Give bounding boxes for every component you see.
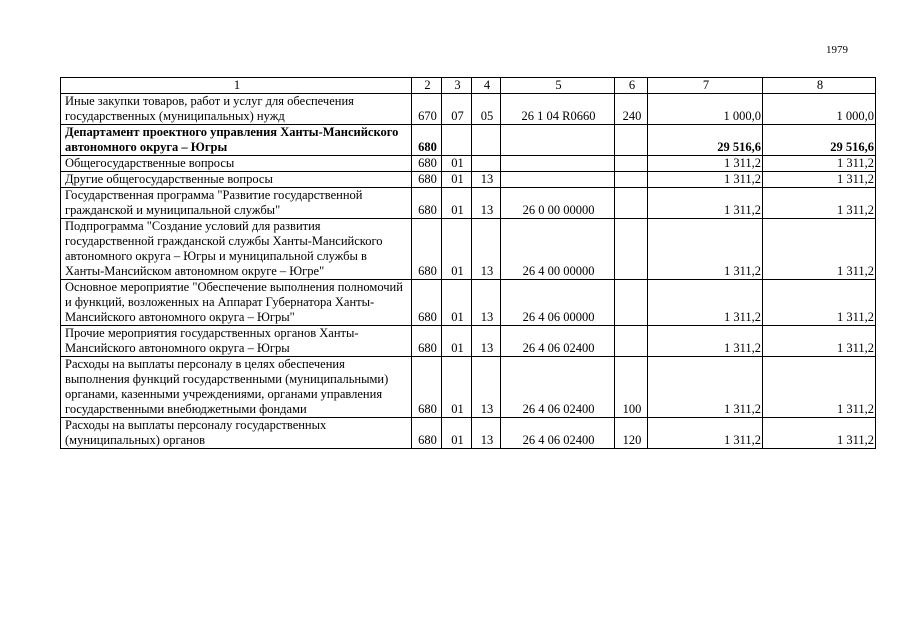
table-row: [61, 280, 876, 326]
cell-amount-year-2: 1 000,0: [763, 94, 876, 125]
cell-amount-year-1: 1 311,2: [648, 326, 763, 357]
cell-ministry-code: 680: [412, 357, 442, 418]
cell-section-code: 01: [442, 219, 472, 280]
cell-amount-year-1: 1 311,2: [648, 156, 763, 172]
cell-target-article: 26 0 00 00000: [501, 188, 615, 219]
cell-section-code: 01: [442, 326, 472, 357]
cell-target-article: 26 1 04 R0660: [501, 94, 615, 125]
cell-expense-type: [615, 280, 648, 326]
cell-section-code: 07: [442, 94, 472, 125]
cell-subsection-code: 13: [472, 280, 501, 326]
cell-subsection-code: 13: [472, 357, 501, 418]
cell-item-name: Иные закупки товаров, работ и услуг для обеспечения государственных (муниципальных) нужд: [61, 94, 412, 125]
cell-item-name: Общегосударственные вопросы: [61, 156, 412, 172]
cell-subsection-code: 13: [472, 326, 501, 357]
cell-expense-type: [615, 125, 648, 156]
table-row: [61, 188, 876, 219]
cell-amount-year-2: 1 311,2: [763, 219, 876, 280]
column-header: 4: [472, 78, 501, 94]
table-row: [61, 357, 876, 418]
table-row: [61, 156, 876, 172]
cell-amount-year-2: 1 311,2: [763, 418, 876, 449]
cell-section-code: 01: [442, 357, 472, 418]
cell-expense-type: [615, 219, 648, 280]
table-row: [61, 125, 876, 156]
cell-section-code: 01: [442, 188, 472, 219]
cell-item-name: Другие общегосударственные вопросы: [61, 172, 412, 188]
cell-amount-year-2: 1 311,2: [763, 156, 876, 172]
cell-item-name: Основное мероприятие "Обеспечение выполнения полномочий и функций, возложенных на Аппарат Губернатора Ханты-Мансийского автономного округа – Югры": [61, 280, 412, 326]
cell-amount-year-1: 1 311,2: [648, 172, 763, 188]
table-row: [61, 219, 876, 280]
cell-ministry-code: 680: [412, 418, 442, 449]
cell-item-name: Расходы на выплаты персоналу в целях обеспечения выполнения функций государственными (муниципальными) органами, казенными учреждениями, органами управления государственными внебюджетными фондами: [61, 357, 412, 418]
cell-section-code: 01: [442, 172, 472, 188]
cell-subsection-code: [472, 156, 501, 172]
cell-subsection-code: 05: [472, 94, 501, 125]
cell-ministry-code: 680: [412, 280, 442, 326]
cell-amount-year-2: 1 311,2: [763, 172, 876, 188]
table-row: [61, 326, 876, 357]
budget-table: [60, 77, 876, 449]
cell-ministry-code: 680: [412, 188, 442, 219]
cell-subsection-code: [472, 125, 501, 156]
cell-amount-year-2: 1 311,2: [763, 188, 876, 219]
cell-expense-type: 100: [615, 357, 648, 418]
cell-expense-type: 120: [615, 418, 648, 449]
cell-item-name: Расходы на выплаты персоналу государственных (муниципальных) органов: [61, 418, 412, 449]
cell-amount-year-1: 1 311,2: [648, 418, 763, 449]
cell-amount-year-1: 29 516,6: [648, 125, 763, 156]
column-header: 6: [615, 78, 648, 94]
cell-target-article: 26 4 06 02400: [501, 418, 615, 449]
cell-expense-type: [615, 188, 648, 219]
page-number: 1979: [826, 44, 848, 56]
cell-section-code: 01: [442, 280, 472, 326]
column-header: 7: [648, 78, 763, 94]
cell-amount-year-2: 29 516,6: [763, 125, 876, 156]
table-row: [61, 418, 876, 449]
column-header: 3: [442, 78, 472, 94]
header-row: [61, 78, 876, 94]
cell-amount-year-2: 1 311,2: [763, 326, 876, 357]
cell-target-article: [501, 156, 615, 172]
cell-target-article: [501, 172, 615, 188]
table-body: [61, 94, 876, 449]
cell-section-code: 01: [442, 418, 472, 449]
column-header: 8: [763, 78, 876, 94]
cell-amount-year-1: 1 311,2: [648, 280, 763, 326]
cell-target-article: [501, 125, 615, 156]
cell-subsection-code: 13: [472, 219, 501, 280]
cell-expense-type: [615, 326, 648, 357]
cell-target-article: 26 4 06 02400: [501, 326, 615, 357]
cell-expense-type: 240: [615, 94, 648, 125]
cell-expense-type: [615, 172, 648, 188]
cell-amount-year-1: 1 311,2: [648, 188, 763, 219]
cell-ministry-code: 680: [412, 156, 442, 172]
column-header: 5: [501, 78, 615, 94]
cell-amount-year-1: 1 311,2: [648, 219, 763, 280]
cell-subsection-code: 13: [472, 188, 501, 219]
cell-section-code: 01: [442, 156, 472, 172]
cell-item-name: Государственная программа "Развитие государственной гражданской и муниципальной службы": [61, 188, 412, 219]
cell-section-code: [442, 125, 472, 156]
cell-target-article: 26 4 06 00000: [501, 280, 615, 326]
cell-amount-year-1: 1 311,2: [648, 357, 763, 418]
table-row: [61, 94, 876, 125]
cell-subsection-code: 13: [472, 172, 501, 188]
cell-item-name: Департамент проектного управления Ханты-Мансийского автономного округа – Югры: [61, 125, 412, 156]
cell-amount-year-2: 1 311,2: [763, 280, 876, 326]
cell-ministry-code: 680: [412, 326, 442, 357]
cell-ministry-code: 680: [412, 125, 442, 156]
cell-ministry-code: 680: [412, 172, 442, 188]
table-row: [61, 172, 876, 188]
cell-expense-type: [615, 156, 648, 172]
cell-amount-year-1: 1 000,0: [648, 94, 763, 125]
cell-subsection-code: 13: [472, 418, 501, 449]
cell-amount-year-2: 1 311,2: [763, 357, 876, 418]
cell-target-article: 26 4 00 00000: [501, 219, 615, 280]
cell-item-name: Прочие мероприятия государственных органов Ханты-Мансийского автономного округа – Югры: [61, 326, 412, 357]
column-header: 2: [412, 78, 442, 94]
cell-target-article: 26 4 06 02400: [501, 357, 615, 418]
column-header: 1: [61, 78, 412, 94]
cell-ministry-code: 680: [412, 219, 442, 280]
cell-ministry-code: 670: [412, 94, 442, 125]
cell-item-name: Подпрограмма "Создание условий для развития государственной гражданской службы Ханты-Мансийского автономного округа – Югры и муниципальной службы в Ханты-Мансийском автономном округе – Югре": [61, 219, 412, 280]
